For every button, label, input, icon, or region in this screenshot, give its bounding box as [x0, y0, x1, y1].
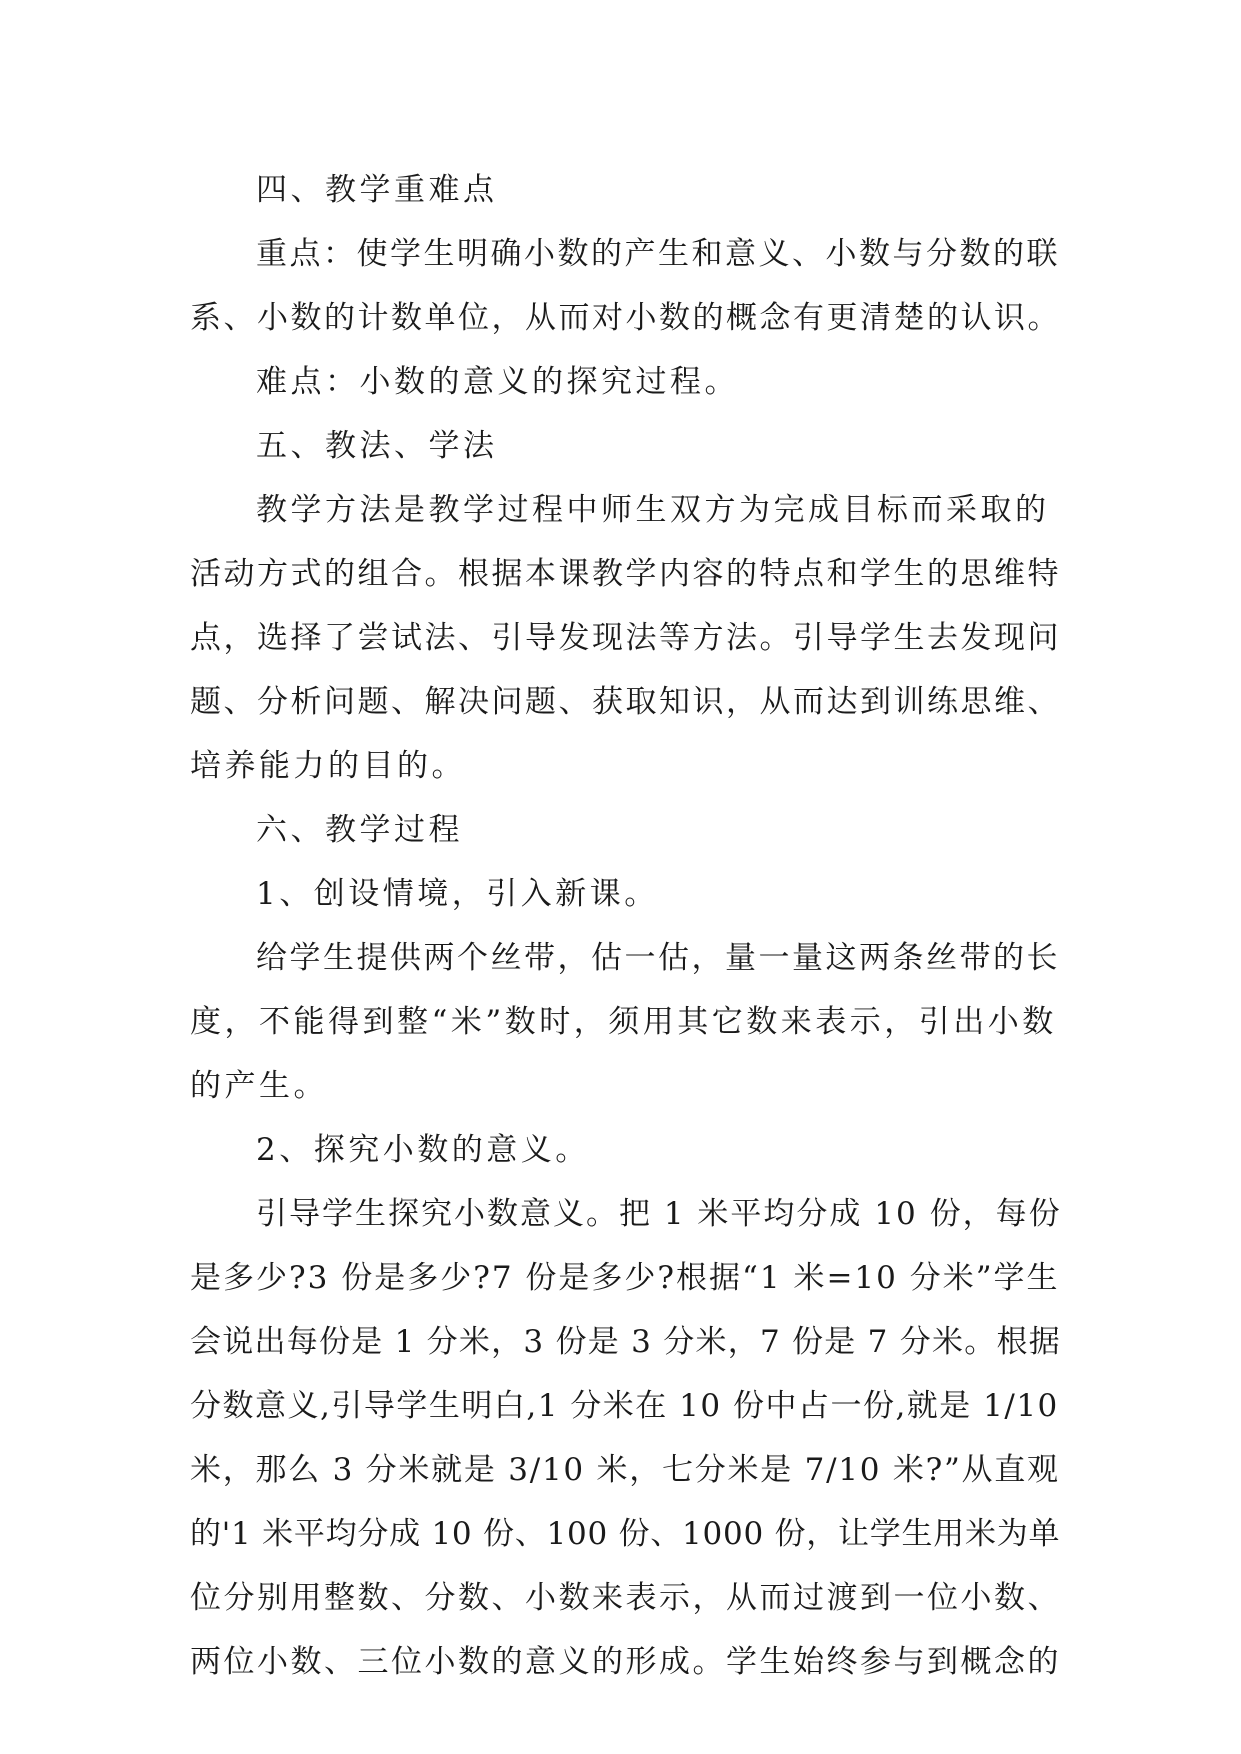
- text-line: 点，选择了尝试法、引导发现法等方法。引导学生去发现问: [190, 620, 1061, 656]
- text-line: 五、教法、学法: [256, 428, 498, 464]
- text-line: 题、分析问题、解决问题、获取知识，从而达到训练思维、: [190, 684, 1061, 720]
- text-line: 分数意义,引导学生明白,1 分米在 10 份中占一份,就是 1/10: [190, 1388, 1059, 1424]
- text-line: 重点：使学生明确小数的产生和意义、小数与分数的联: [256, 236, 1060, 272]
- text-line: 引导学生探究小数意义。把 1 米平均分成 10 份，每份: [256, 1196, 1062, 1232]
- text-line: 度，不能得到整“米”数时，须用其它数来表示，引出小数: [190, 1004, 1057, 1040]
- text-line: 难点：小数的意义的探究过程。: [256, 364, 739, 400]
- document-body: [190, 158, 1060, 1694]
- text-line: 六、教学过程: [256, 812, 463, 848]
- text-line: 活动方式的组合。根据本课教学内容的特点和学生的思维特: [190, 556, 1061, 592]
- text-line: 培养能力的目的。: [190, 748, 466, 784]
- text-line: 2、探究小数的意义。: [256, 1132, 590, 1168]
- text-line: 会说出每份是 1 分米，3 份是 3 分米，7 份是 7 分米。根据: [190, 1324, 1061, 1360]
- text-line: 位分别用整数、分数、小数来表示，从而过渡到一位小数、: [190, 1580, 1061, 1616]
- text-line: 四、教学重难点: [256, 172, 498, 208]
- text-line: 两位小数、三位小数的意义的形成。学生始终参与到概念的: [190, 1644, 1061, 1680]
- text-line: 的'1 米平均分成 10 份、100 份、1000 份，让学生用米为单: [190, 1516, 1061, 1552]
- text-line: 给学生提供两个丝带，估一估，量一量这两条丝带的长: [256, 940, 1060, 976]
- text-line: 的产生。: [190, 1068, 328, 1104]
- text-line: 米，那么 3 分米就是 3/10 米，七分米是 7/10 米?”从直观: [190, 1452, 1060, 1488]
- text-line: 系、小数的计数单位，从而对小数的概念有更清楚的认识。: [190, 300, 1061, 336]
- text-line: 是多少?3 份是多少?7 份是多少?根据“1 米=10 分米”学生: [190, 1260, 1060, 1296]
- text-line: 1、创设情境，引入新课。: [256, 876, 659, 912]
- text-line: 教学方法是教学过程中师生双方为完成目标而采取的: [256, 492, 1050, 528]
